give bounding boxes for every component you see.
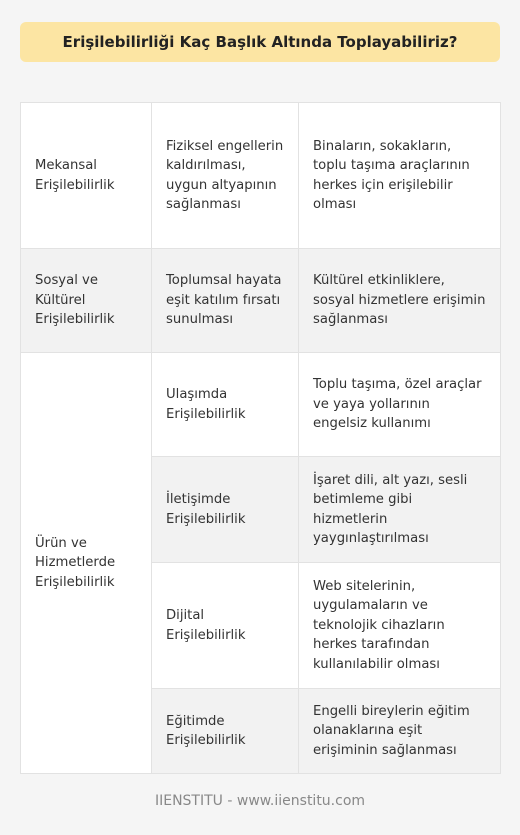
table-cell-subcategory: Ulaşımda Erişilebilirlik — [152, 353, 299, 457]
table-cell-description: Web sitelerinin, uygulamaların ve teknolojik cihazların herkes tarafından kullanılabilir olması — [299, 563, 501, 689]
accessibility-table — [20, 102, 501, 774]
table-cell-category: Ürün ve Hizmetlerde Erişilebilirlik — [21, 353, 152, 774]
table-cell-description: Kültürel etkinliklere, sosyal hizmetlere erişimin sağlanması — [299, 249, 501, 353]
table-cell-subcategory: Fiziksel engellerin kaldırılması, uygun altyapının sağlanması — [152, 103, 299, 249]
table-cell-subcategory: İletişimde Erişilebilirlik — [152, 457, 299, 563]
table-cell-category: Mekansal Erişilebilirlik — [21, 103, 152, 249]
table-cell-subcategory: Eğitimde Erişilebilirlik — [152, 689, 299, 774]
page-title: Erişilebilirliği Kaç Başlık Altında Toplayabiliriz? — [20, 22, 500, 62]
table-cell-description: Toplu taşıma, özel araçlar ve yaya yollarının engelsiz kullanımı — [299, 353, 501, 457]
table-cell-category: Sosyal ve Kültürel Erişilebilirlik — [21, 249, 152, 353]
table-cell-description: Binaların, sokakların, toplu taşıma araçlarının herkes için erişilebilir olması — [299, 103, 501, 249]
table-cell-subcategory: Dijital Erişilebilirlik — [152, 563, 299, 689]
table-cell-description: Engelli bireylerin eğitim olanaklarına eşit erişiminin sağlanması — [299, 689, 501, 774]
table-cell-subcategory: Toplumsal hayata eşit katılım fırsatı sunulması — [152, 249, 299, 353]
footer-credit: IIENSTITU - www.iienstitu.com — [154, 793, 366, 809]
table-cell-description: İşaret dili, alt yazı, sesli betimleme gibi hizmetlerin yaygınlaştırılması — [299, 457, 501, 563]
